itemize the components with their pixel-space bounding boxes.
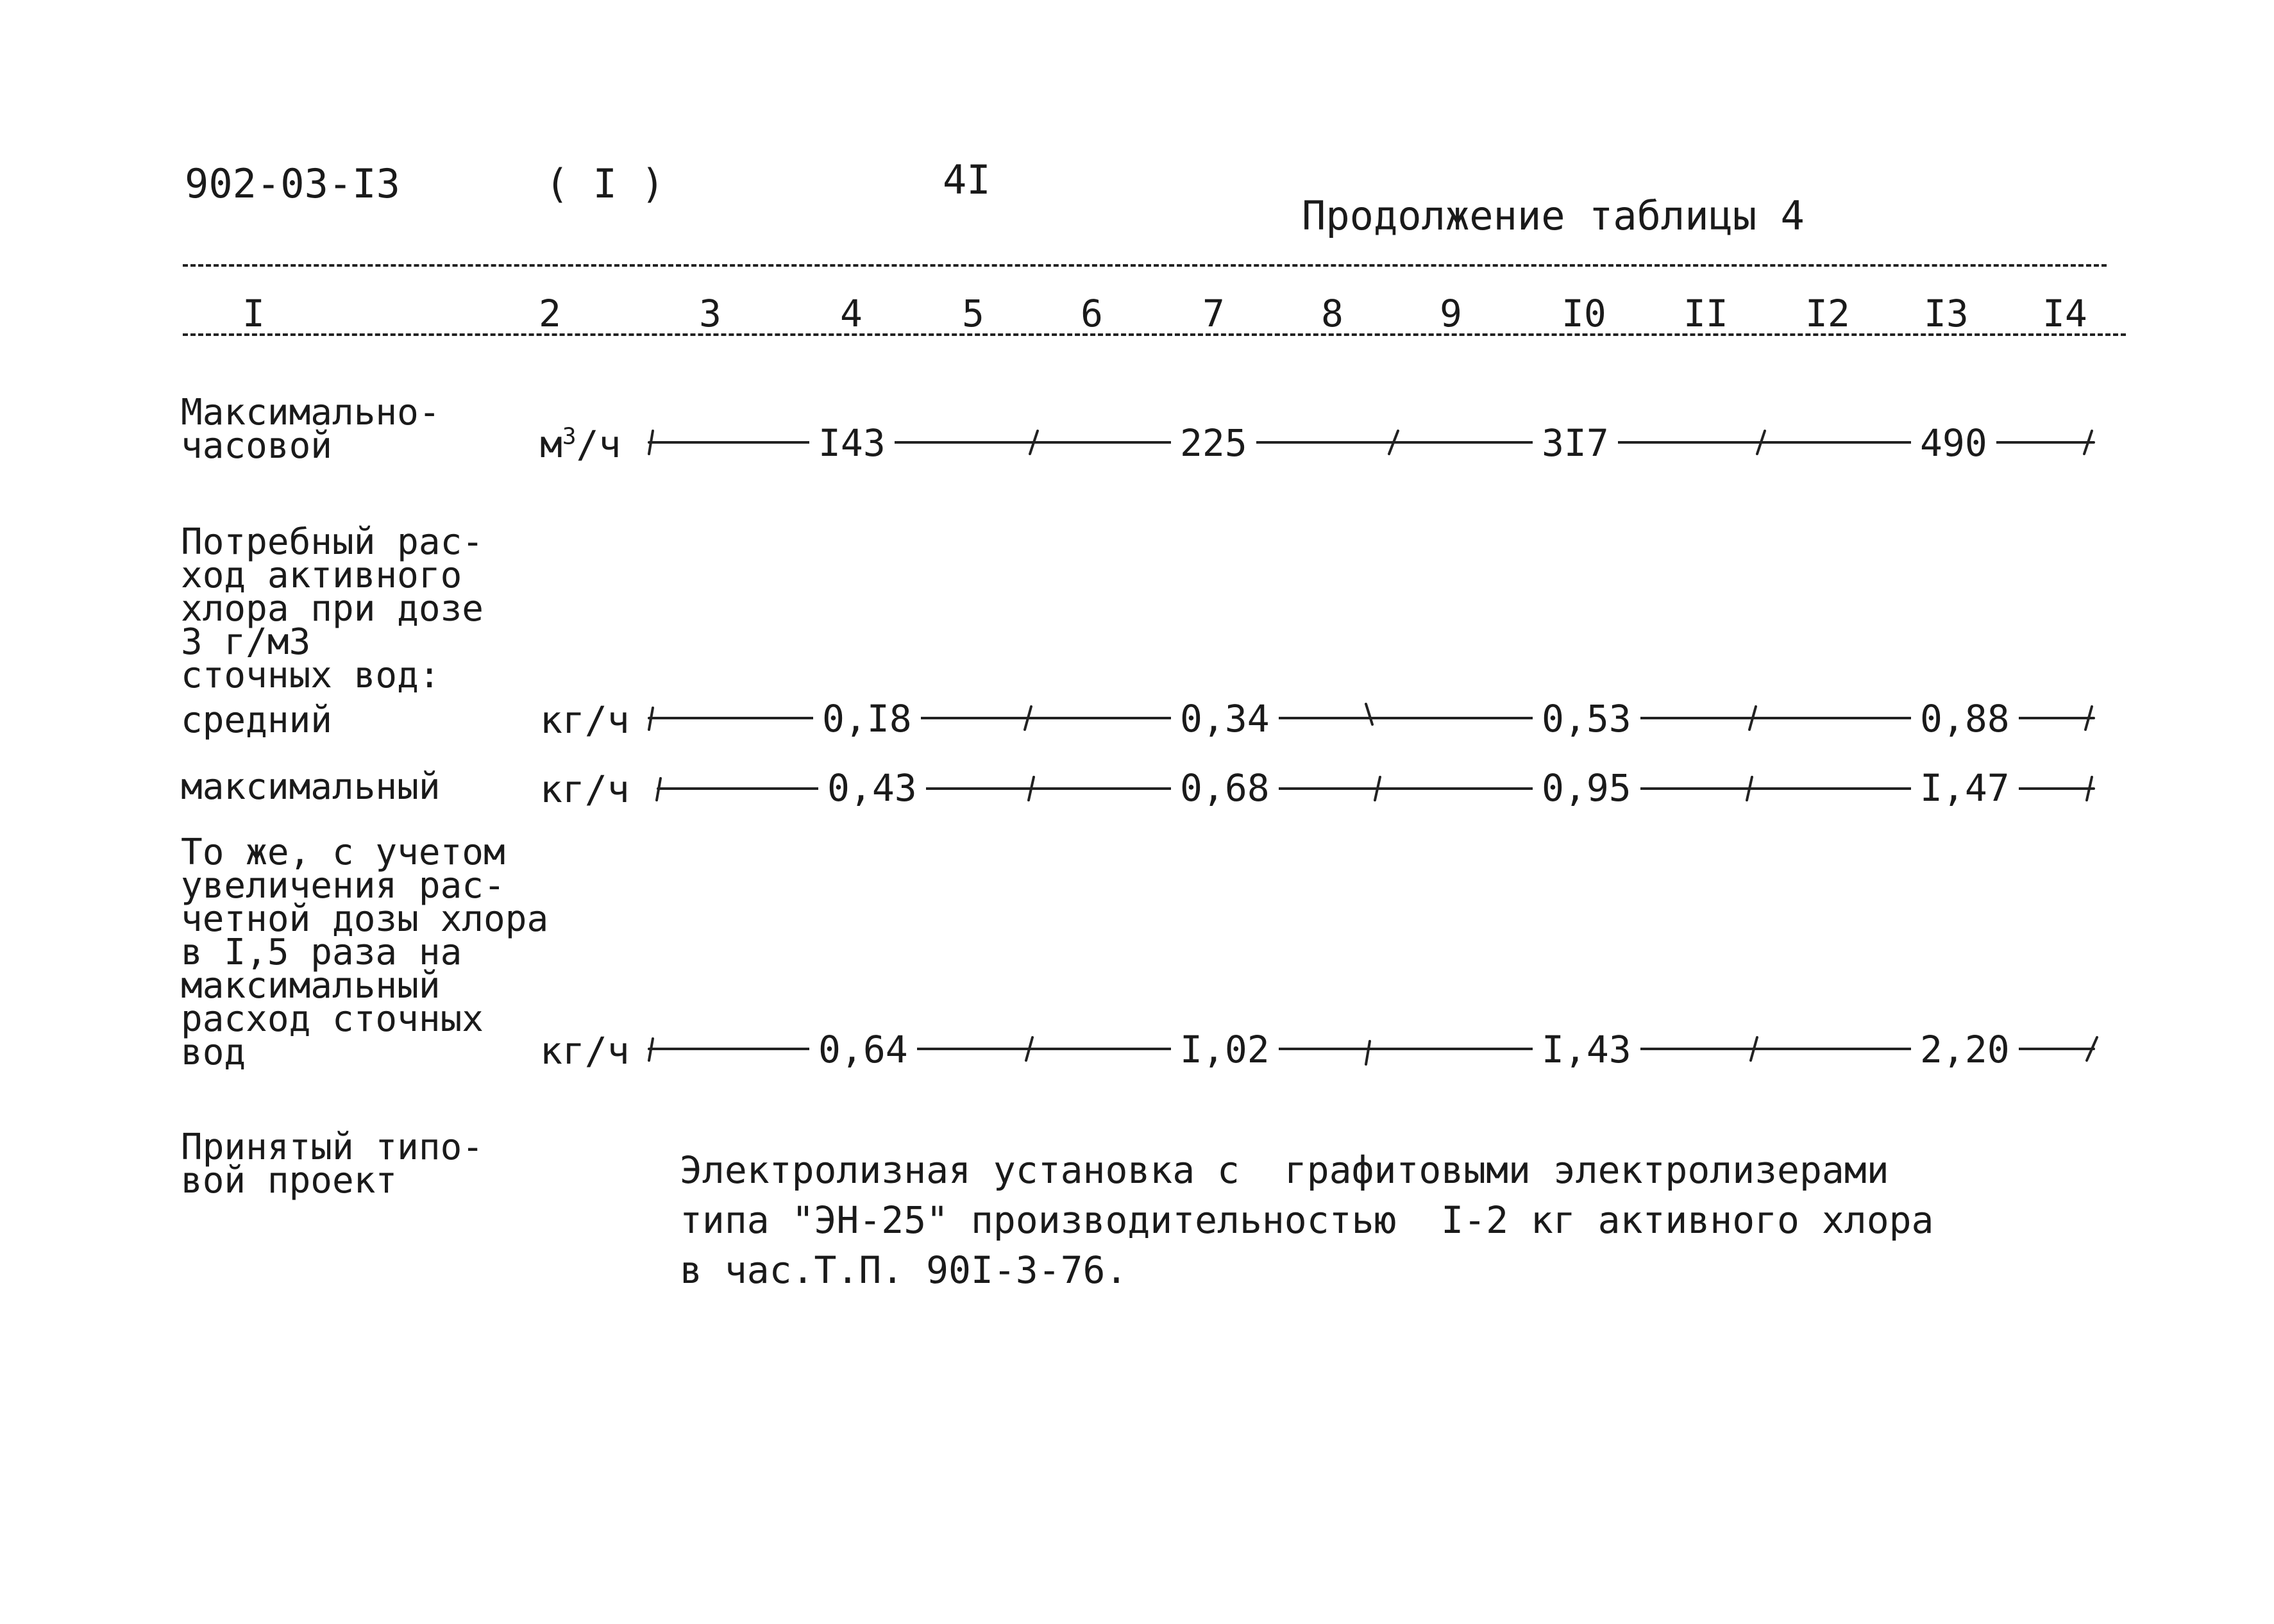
- column-number: I4: [2042, 292, 2087, 335]
- column-number: 9: [1440, 292, 1462, 335]
- span-tick: [1366, 1041, 1370, 1064]
- value-cell: 0,88: [1911, 700, 2019, 737]
- page-number: 4I: [943, 156, 991, 203]
- value-cell: 2,20: [1911, 1031, 2019, 1068]
- value-cell: I43: [809, 424, 895, 462]
- value-cell: 490: [1911, 424, 1996, 462]
- column-number: I: [242, 292, 265, 335]
- section-number: ( I ): [545, 160, 665, 207]
- column-number: I0: [1562, 292, 1606, 335]
- value-cell: 0,64: [809, 1031, 917, 1068]
- column-number: II: [1683, 292, 1728, 335]
- column-number: 8: [1321, 292, 1343, 335]
- column-number: I2: [1805, 292, 1850, 335]
- value-cell: 0,53: [1533, 700, 1640, 737]
- project-description: Электролизная установка с графитовыми электролизерами типа "ЭН-25" производительностью I-2 кг активного хлора в час.Т.П. 90I-3-76.: [680, 1148, 1934, 1292]
- value-cell: I,43: [1533, 1031, 1640, 1068]
- row-label-average: средний: [181, 699, 333, 741]
- unit-m3-per-hour: $м^3/ч$: [540, 423, 621, 466]
- row-label-increased-dose: То же, с учетом увеличения рас- четной дозы хлора в I,5 раза на максимальный расход сточных вод: [181, 832, 549, 1073]
- document-code: 902-03-I3: [185, 160, 400, 207]
- value-cell: 225: [1171, 424, 1256, 462]
- unit-kg-per-hour: кг/ч: [540, 1029, 630, 1073]
- column-number: 2: [539, 292, 561, 335]
- span-tick: [1366, 704, 1372, 724]
- value-cell: 0,34: [1171, 700, 1279, 737]
- value-cell: I,02: [1171, 1031, 1279, 1068]
- row-label-maximum: максимальный: [181, 766, 441, 808]
- row-label-standard-project: Принятый типо- вой проект: [181, 1126, 484, 1201]
- table-caption: Продолжение таблицы 4: [1302, 192, 1805, 239]
- column-number: 7: [1202, 292, 1225, 335]
- column-number: 4: [840, 292, 863, 335]
- value-cell: 0,68: [1171, 769, 1279, 807]
- value-cell: 0,43: [818, 769, 926, 807]
- value-cell: I,47: [1911, 769, 2019, 807]
- column-number: I3: [1924, 292, 1969, 335]
- column-number: 3: [699, 292, 721, 335]
- value-cell: 3I7: [1533, 424, 1618, 462]
- column-number: 5: [962, 292, 984, 335]
- column-number: 6: [1081, 292, 1103, 335]
- row-label-max-hourly: Максимально- часовой: [181, 392, 441, 467]
- unit-kg-per-hour: кг/ч: [540, 698, 630, 742]
- row-label-chlorine-consumption: Потребный рас- ход активного хлора при дозе 3 г/м3 сточных вод:: [181, 521, 484, 696]
- unit-kg-per-hour: кг/ч: [540, 767, 630, 811]
- value-cell: 0,I8: [813, 700, 921, 737]
- value-cell: 0,95: [1533, 769, 1640, 807]
